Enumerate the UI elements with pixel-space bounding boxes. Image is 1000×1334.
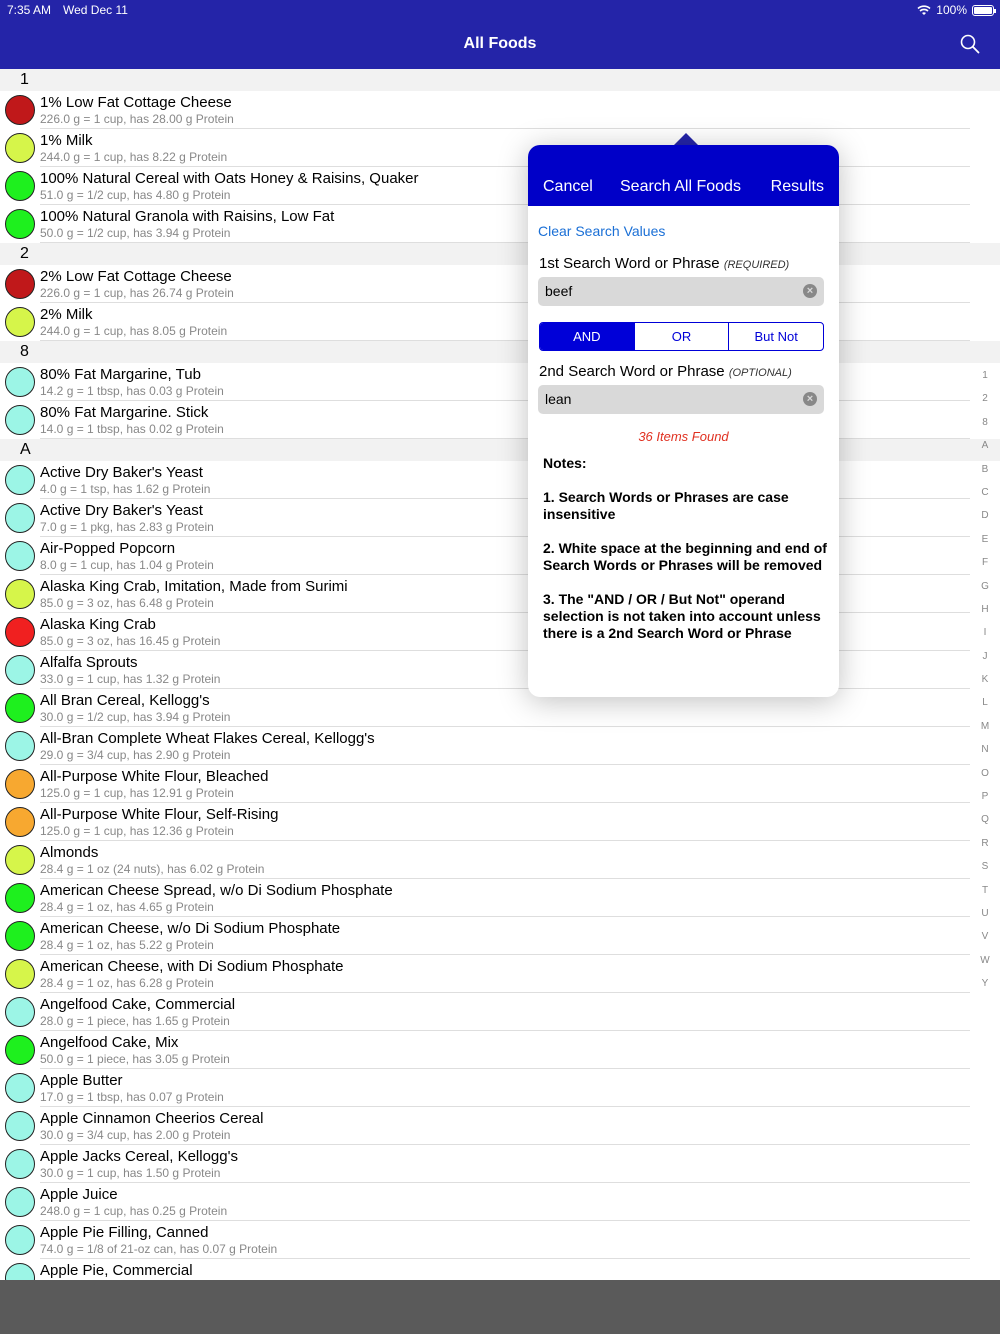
food-detail: 125.0 g = 1 cup, has 12.91 g Protein bbox=[40, 786, 234, 800]
index-letter[interactable]: H bbox=[981, 603, 989, 615]
food-row[interactable] bbox=[0, 401, 1000, 439]
results-button[interactable]: Results bbox=[770, 178, 824, 195]
bottom-bar bbox=[0, 1280, 1000, 1334]
section-header: A bbox=[0, 439, 1000, 461]
food-detail: 8.0 g = 1 cup, has 1.04 g Protein bbox=[40, 558, 214, 572]
food-row[interactable] bbox=[0, 1221, 1000, 1259]
status-time: 7:35 AM bbox=[7, 3, 52, 17]
food-row[interactable] bbox=[0, 993, 1000, 1031]
index-letter[interactable]: K bbox=[981, 674, 989, 686]
protein-level-indicator bbox=[5, 1035, 35, 1065]
note-item: 1. Search Words or Phrases are case insensitive bbox=[543, 489, 789, 522]
second-search-value: lean bbox=[545, 391, 572, 407]
protein-level-indicator bbox=[5, 693, 35, 723]
items-found-label: 36 Items Found bbox=[638, 429, 729, 444]
section-header: 2 bbox=[0, 243, 1000, 265]
food-row[interactable] bbox=[0, 537, 1000, 575]
clear-field-icon[interactable]: × bbox=[803, 284, 817, 298]
food-name: 100% Natural Cereal with Oats Honey & Raisins, Quaker bbox=[40, 170, 419, 187]
food-detail: 17.0 g = 1 tbsp, has 0.07 g Protein bbox=[40, 1090, 224, 1104]
food-detail: 28.4 g = 1 oz, has 6.28 g Protein bbox=[40, 976, 214, 990]
food-row[interactable] bbox=[0, 499, 1000, 537]
food-row[interactable] bbox=[0, 613, 1000, 651]
protein-level-indicator bbox=[5, 655, 35, 685]
food-detail: 244.0 g = 1 cup, has 8.05 g Protein bbox=[40, 324, 228, 338]
section-header: 8 bbox=[0, 341, 1000, 363]
protein-level-indicator bbox=[5, 1149, 35, 1179]
food-row[interactable] bbox=[0, 1069, 1000, 1107]
protein-level-indicator bbox=[5, 959, 35, 989]
search-icon[interactable] bbox=[960, 34, 980, 54]
food-detail: 125.0 g = 1 cup, has 12.36 g Protein bbox=[40, 824, 234, 838]
index-letter[interactable]: E bbox=[981, 533, 989, 545]
battery-percent: 100% bbox=[936, 3, 967, 17]
food-detail: 14.2 g = 1 tbsp, has 0.03 g Protein bbox=[40, 384, 224, 398]
first-search-label-text: 1st Search Word or Phrase bbox=[539, 255, 720, 272]
protein-level-indicator bbox=[5, 807, 35, 837]
food-row[interactable] bbox=[0, 129, 1000, 167]
food-row[interactable] bbox=[0, 689, 1000, 727]
food-name: Air-Popped Popcorn bbox=[40, 540, 176, 557]
index-letter[interactable]: D bbox=[981, 510, 989, 522]
notes bbox=[543, 455, 828, 659]
protein-level-indicator bbox=[5, 405, 35, 435]
food-row[interactable] bbox=[0, 1183, 1000, 1221]
operand-segmented-control[interactable] bbox=[539, 322, 824, 351]
food-detail: 14.0 g = 1 tbsp, has 0.02 g Protein bbox=[40, 422, 224, 436]
food-name: Angelfood Cake, Mix bbox=[40, 1034, 179, 1051]
protein-level-indicator bbox=[5, 367, 35, 397]
food-name: 80% Fat Margarine, Tub bbox=[40, 366, 201, 383]
food-row[interactable] bbox=[0, 917, 1000, 955]
food-row[interactable] bbox=[0, 955, 1000, 993]
food-detail: 4.0 g = 1 tsp, has 1.62 g Protein bbox=[40, 482, 211, 496]
status-indicators bbox=[917, 3, 994, 17]
section-header: 1 bbox=[0, 69, 1000, 91]
protein-level-indicator bbox=[5, 209, 35, 239]
protein-level-indicator bbox=[5, 95, 35, 125]
index-letter[interactable]: S bbox=[981, 861, 989, 873]
food-detail: 30.0 g = 3/4 cup, has 2.00 g Protein bbox=[40, 1128, 231, 1142]
required-hint: (REQUIRED) bbox=[723, 259, 790, 271]
food-row[interactable] bbox=[0, 167, 1000, 205]
food-name: Apple Pie Filling, Canned bbox=[40, 1224, 209, 1241]
food-detail: 30.0 g = 1 cup, has 1.50 g Protein bbox=[40, 1166, 221, 1180]
food-name: American Cheese Spread, w/o Di Sodium Phosphate bbox=[40, 882, 393, 899]
protein-level-indicator bbox=[5, 133, 35, 163]
popover-header bbox=[528, 145, 839, 206]
food-name: All Bran Cereal, Kellogg's bbox=[40, 692, 210, 709]
food-detail: 85.0 g = 3 oz, has 6.48 g Protein bbox=[40, 596, 214, 610]
index-letter[interactable]: J bbox=[982, 650, 988, 662]
index-letter[interactable]: A bbox=[981, 440, 989, 452]
food-row[interactable] bbox=[0, 727, 1000, 765]
index-letter[interactable]: B bbox=[981, 463, 989, 475]
wifi-icon bbox=[917, 5, 931, 16]
navigation-bar bbox=[0, 0, 1000, 69]
food-list[interactable] bbox=[0, 69, 1000, 1280]
food-row[interactable] bbox=[0, 803, 1000, 841]
index-letter[interactable]: 8 bbox=[982, 416, 988, 428]
index-letter[interactable]: F bbox=[981, 557, 989, 569]
food-name: American Cheese, w/o Di Sodium Phosphate bbox=[40, 920, 341, 937]
food-name: Apple Jacks Cereal, Kellogg's bbox=[40, 1148, 238, 1165]
page-title: All Foods bbox=[463, 35, 537, 52]
food-row[interactable] bbox=[0, 91, 1000, 129]
food-detail: 29.0 g = 3/4 cup, has 2.90 g Protein bbox=[40, 748, 231, 762]
protein-level-indicator bbox=[5, 465, 35, 495]
note-item: 3. The "AND / OR / But Not" operand selection is not taken into account unless there is a 2nd Search Word or Phrase bbox=[543, 591, 821, 641]
index-letter[interactable]: P bbox=[981, 791, 989, 803]
cancel-button[interactable]: Cancel bbox=[543, 178, 593, 195]
second-search-field[interactable] bbox=[538, 385, 824, 414]
protein-level-indicator bbox=[5, 1187, 35, 1217]
food-name: 2% Milk bbox=[40, 306, 93, 323]
search-popover bbox=[528, 145, 839, 697]
index-letter[interactable]: 2 bbox=[982, 393, 988, 405]
optional-hint: (OPTIONAL) bbox=[728, 367, 792, 379]
food-detail: 30.0 g = 1/2 cup, has 3.94 g Protein bbox=[40, 710, 231, 724]
index-letter[interactable]: I bbox=[983, 627, 987, 639]
food-name: American Cheese, with Di Sodium Phosphate bbox=[40, 958, 344, 975]
index-letter[interactable]: U bbox=[981, 907, 989, 919]
food-detail: 33.0 g = 1 cup, has 1.32 g Protein bbox=[40, 672, 221, 686]
food-detail: 7.0 g = 1 pkg, has 2.83 g Protein bbox=[40, 520, 214, 534]
protein-level-indicator bbox=[5, 731, 35, 761]
protein-level-indicator bbox=[5, 1263, 35, 1280]
index-letter[interactable]: G bbox=[981, 580, 989, 592]
food-detail: 74.0 g = 1/8 of 21-oz can, has 0.07 g Protein bbox=[40, 1242, 278, 1256]
food-name: 80% Fat Margarine. Stick bbox=[40, 404, 209, 421]
section-index[interactable] bbox=[978, 364, 992, 996]
food-name: 2% Low Fat Cottage Cheese bbox=[40, 268, 232, 285]
status-date: Wed Dec 11 bbox=[63, 3, 128, 17]
food-name: Almonds bbox=[40, 844, 99, 861]
segment-but-not[interactable]: But Not bbox=[728, 323, 823, 350]
protein-level-indicator bbox=[5, 1225, 35, 1255]
food-name: Apple Butter bbox=[40, 1072, 123, 1089]
first-search-label bbox=[539, 255, 789, 272]
food-detail: 85.0 g = 3 oz, has 16.45 g Protein bbox=[40, 634, 221, 648]
note-item: 2. White space at the beginning and end of Search Words or Phrases will be removed bbox=[543, 540, 827, 573]
food-name: 100% Natural Granola with Raisins, Low Fat bbox=[40, 208, 335, 225]
first-search-value: beef bbox=[545, 283, 573, 299]
food-detail: 28.4 g = 1 oz (24 nuts), has 6.02 g Protein bbox=[40, 862, 265, 876]
food-detail: 50.0 g = 1 piece, has 3.05 g Protein bbox=[40, 1052, 230, 1066]
food-detail: 226.0 g = 1 cup, has 26.74 g Protein bbox=[40, 286, 234, 300]
food-name: Active Dry Baker's Yeast bbox=[40, 502, 203, 519]
clear-search-values-link[interactable]: Clear Search Values bbox=[538, 223, 666, 239]
food-row[interactable] bbox=[0, 651, 1000, 689]
food-name: Active Dry Baker's Yeast bbox=[40, 464, 203, 481]
food-detail: 28.4 g = 1 oz, has 5.22 g Protein bbox=[40, 938, 214, 952]
index-letter[interactable]: T bbox=[981, 884, 989, 896]
food-detail: 51.0 g = 1/2 cup, has 4.80 g Protein bbox=[40, 188, 231, 202]
protein-level-indicator bbox=[5, 503, 35, 533]
protein-level-indicator bbox=[5, 307, 35, 337]
protein-level-indicator bbox=[5, 921, 35, 951]
segment-and[interactable]: AND bbox=[540, 323, 634, 350]
food-row[interactable] bbox=[0, 575, 1000, 613]
food-name: Alfalfa Sprouts bbox=[40, 654, 138, 671]
index-letter[interactable]: Q bbox=[981, 814, 989, 826]
food-name: All-Bran Complete Wheat Flakes Cereal, Kellogg's bbox=[40, 730, 375, 747]
index-letter[interactable]: R bbox=[981, 837, 989, 849]
food-name: Apple Pie, Commercial bbox=[40, 1262, 193, 1279]
segment-or[interactable]: OR bbox=[634, 323, 729, 350]
index-letter[interactable]: Y bbox=[981, 978, 989, 990]
food-name: 1% Low Fat Cottage Cheese bbox=[40, 94, 232, 111]
food-name: All-Purpose White Flour, Self-Rising bbox=[40, 806, 279, 823]
protein-level-indicator bbox=[5, 997, 35, 1027]
food-row[interactable] bbox=[0, 1259, 1000, 1280]
food-row[interactable] bbox=[0, 205, 1000, 243]
index-letter[interactable]: 1 bbox=[982, 370, 988, 381]
food-detail: 28.4 g = 1 oz, has 4.65 g Protein bbox=[40, 900, 214, 914]
food-name: 1% Milk bbox=[40, 132, 93, 149]
food-name: Angelfood Cake, Commercial bbox=[40, 996, 236, 1013]
protein-level-indicator bbox=[5, 1073, 35, 1103]
protein-level-indicator bbox=[5, 617, 35, 647]
notes-title: Notes: bbox=[543, 455, 587, 471]
food-name: Alaska King Crab, Imitation, Made from Surimi bbox=[40, 578, 348, 595]
index-letter[interactable]: M bbox=[980, 720, 990, 732]
food-row[interactable] bbox=[0, 461, 1000, 499]
protein-level-indicator bbox=[5, 1111, 35, 1141]
popover-title: Search All Foods bbox=[620, 178, 741, 195]
food-detail: 248.0 g = 1 cup, has 0.25 g Protein bbox=[40, 1204, 228, 1218]
food-detail: 244.0 g = 1 cup, has 8.22 g Protein bbox=[40, 150, 228, 164]
protein-level-indicator bbox=[5, 171, 35, 201]
food-name: Alaska King Crab bbox=[40, 616, 156, 633]
food-row[interactable] bbox=[0, 303, 1000, 341]
food-row[interactable] bbox=[0, 265, 1000, 303]
food-row[interactable] bbox=[0, 841, 1000, 879]
index-letter[interactable]: W bbox=[980, 954, 990, 966]
food-detail: 226.0 g = 1 cup, has 28.00 g Protein bbox=[40, 112, 234, 126]
protein-level-indicator bbox=[5, 769, 35, 799]
food-row[interactable] bbox=[0, 1145, 1000, 1183]
food-name: Apple Juice bbox=[40, 1186, 118, 1203]
food-row[interactable] bbox=[0, 1031, 1000, 1069]
food-detail: 28.0 g = 1 piece, has 1.65 g Protein bbox=[40, 1014, 230, 1028]
popover-arrow bbox=[674, 133, 698, 145]
food-detail: 50.0 g = 1/2 cup, has 3.94 g Protein bbox=[40, 226, 231, 240]
protein-level-indicator bbox=[5, 269, 35, 299]
second-search-label bbox=[539, 363, 792, 380]
food-row[interactable] bbox=[0, 879, 1000, 917]
protein-level-indicator bbox=[5, 579, 35, 609]
second-search-label-text: 2nd Search Word or Phrase bbox=[539, 363, 725, 380]
index-letter[interactable]: L bbox=[982, 697, 988, 709]
protein-level-indicator bbox=[5, 845, 35, 875]
index-letter[interactable]: O bbox=[981, 767, 989, 779]
first-search-field[interactable] bbox=[538, 277, 824, 306]
battery-icon bbox=[972, 5, 994, 16]
food-row[interactable] bbox=[0, 363, 1000, 401]
index-letter[interactable]: V bbox=[981, 931, 989, 943]
clear-field-icon[interactable]: × bbox=[803, 392, 817, 406]
food-row[interactable] bbox=[0, 765, 1000, 803]
food-name: All-Purpose White Flour, Bleached bbox=[40, 768, 269, 785]
protein-level-indicator bbox=[5, 541, 35, 571]
protein-level-indicator bbox=[5, 883, 35, 913]
food-name: Apple Cinnamon Cheerios Cereal bbox=[40, 1110, 264, 1127]
index-letter[interactable]: N bbox=[981, 744, 989, 756]
index-letter[interactable]: C bbox=[981, 486, 989, 498]
food-row[interactable] bbox=[0, 1107, 1000, 1145]
